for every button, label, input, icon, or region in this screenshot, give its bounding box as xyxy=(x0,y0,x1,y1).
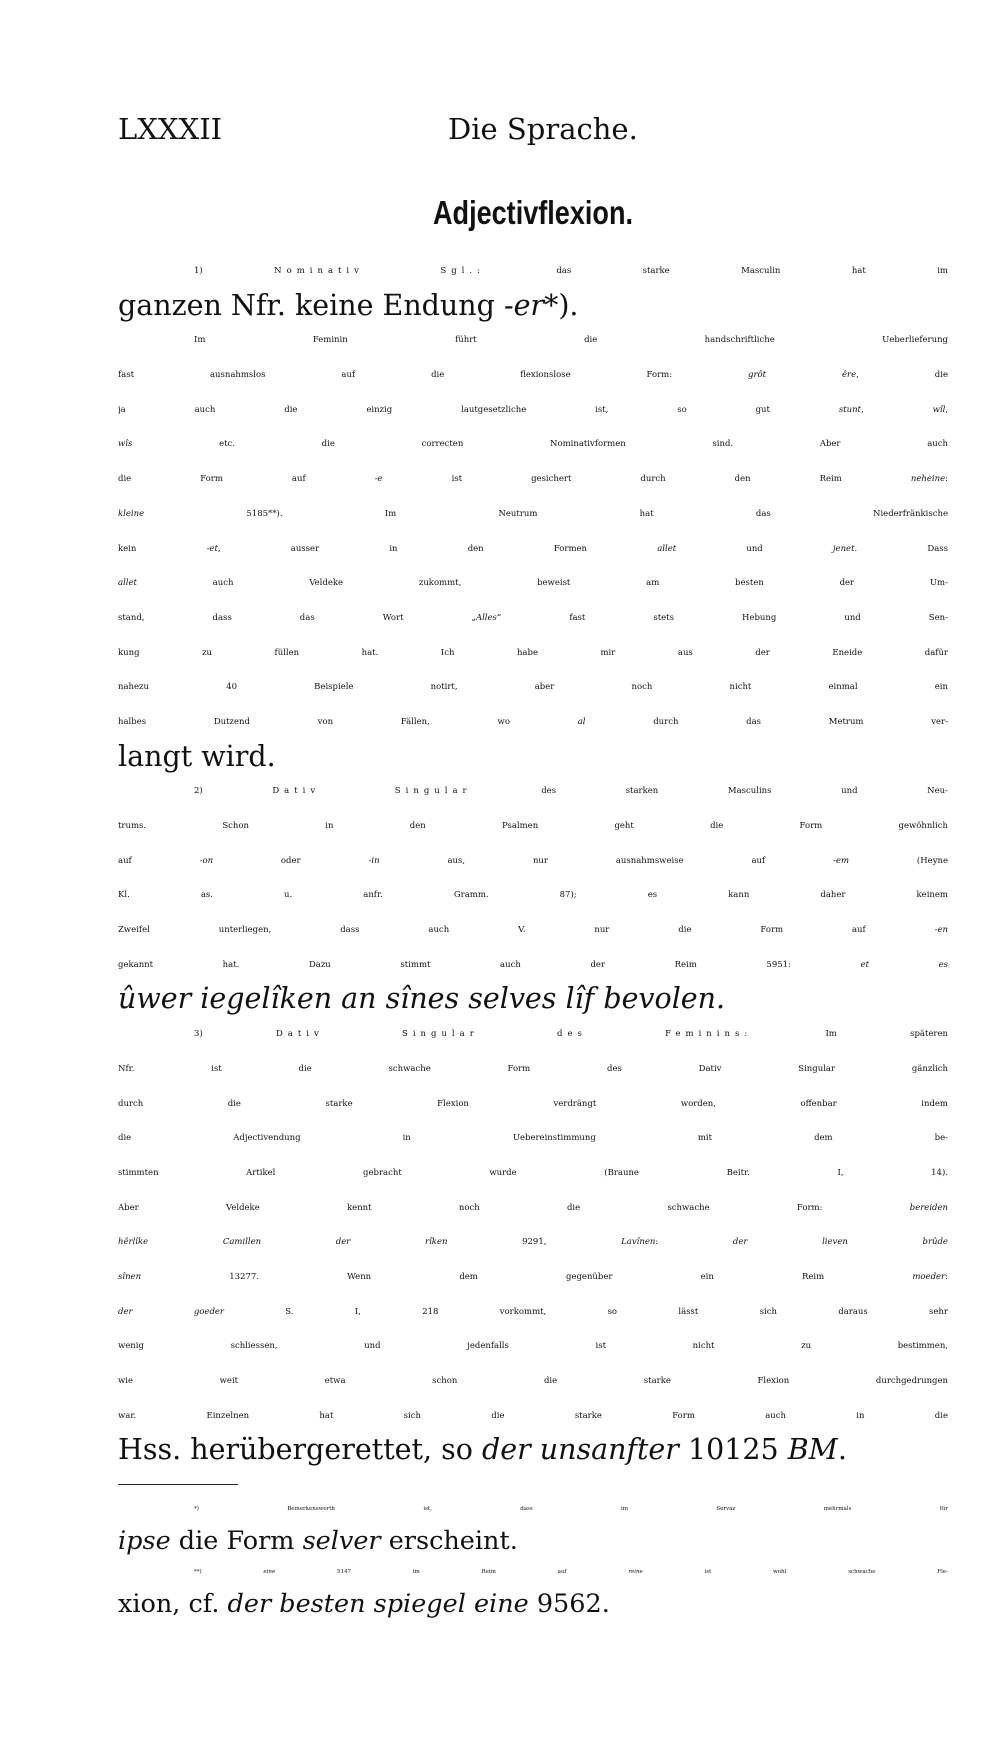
text-line: ganzen Nfr. keine Endung -er*). xyxy=(118,288,579,322)
text-line: 3) Dativ Singular des Feminins: Im späteren xyxy=(194,1029,948,1040)
running-header xyxy=(118,112,948,152)
text-line: wenig schliessen, und jedenfalls ist nicht zu bestimmen, xyxy=(118,1341,948,1352)
text-line: allet auch Veldeke zukommt, beweist am besten der Um- xyxy=(118,578,948,589)
text-line: Aber Veldeke kennt noch die schwache Form: bereiden xyxy=(118,1202,948,1213)
running-title: Die Sprache. xyxy=(448,112,638,146)
text-line: Nfr. ist die schwache Form des Dativ Singular gänzlich xyxy=(118,1063,948,1074)
text-line: langt wird. xyxy=(118,739,276,773)
text-line: gekannt hat. Dazu stimmt auch der Reim 5951: et es xyxy=(118,959,948,970)
text-line: hêrlîke Camillen der rîken 9291, Lavînen: der lieven brûde xyxy=(118,1237,948,1248)
text-line: durch die starke Flexion verdrängt worden, offenbar indem xyxy=(118,1098,948,1109)
text-line: die Form auf -e ist gesichert durch den Reim neheine: xyxy=(118,474,948,485)
text-line: Kl. as. u. anfr. Gramm. 87); es kann daher keinem xyxy=(118,890,948,901)
text-line: wîs etc. die correcten Nominativformen sind. Aber auch xyxy=(118,439,948,450)
body-text xyxy=(118,254,948,1468)
text-line: kein -et, ausser in den Formen allet und jenet. Dass xyxy=(118,543,948,554)
text-line: Im Feminin führt die handschriftliche Ueberlieferung xyxy=(194,335,948,346)
text-line: war. Einzelnen hat sich die starke Form auch in die xyxy=(118,1410,948,1421)
footnote-rule xyxy=(118,1484,238,1485)
text-line: 1) Nominativ Sgl.: das starke Masculin hat im xyxy=(194,266,948,276)
text-line: nahezu 40 Beispiele notirt, aber noch nicht einmal ein xyxy=(118,682,948,693)
text-line: kung zu füllen hat. Ich habe mir aus der Eneide dafür xyxy=(118,647,948,658)
section-title: Adjectivflexion. xyxy=(432,194,633,231)
text-line: auf -on oder -in aus, nur ausnahmsweise auf -em (Heyne xyxy=(118,855,948,866)
text-line: wie weit etwa schon die starke Flexion durchgedrungen xyxy=(118,1376,948,1386)
text-line: trums. Schon in den Psalmen geht die Form gewöhnlich xyxy=(118,821,948,831)
book-page xyxy=(118,0,948,1741)
footnotes xyxy=(118,1494,948,1620)
text-line: Zweifel unterliegen, dass auch V. nur die Form auf -en xyxy=(118,925,948,936)
text-line: stand, dass das Wort „Alles“ fast stets Hebung und Sen- xyxy=(118,612,948,623)
page-number: LXXXII xyxy=(118,112,223,146)
text-line: halbes Dutzend von Fällen, wo al durch das Metrum ver- xyxy=(118,716,948,727)
text-line: der goeder S. I, 218 vorkommt, so lässt sich daraus sehr xyxy=(118,1306,948,1317)
text-line: sînen 13277. Wenn dem gegenüber ein Reim moeder: xyxy=(118,1271,948,1282)
text-line: fast ausnahmslos auf die flexionslose Form: grôt êre, die xyxy=(118,370,948,381)
footnote-line: ipse die Form selver erscheint. xyxy=(118,1525,518,1556)
footnote-line: *) Bemerkenswerth ist, dass im Servaz mehrmals für xyxy=(194,1506,948,1512)
text-line: die Adjectivendung in Uebereinstimmung mit dem be- xyxy=(118,1133,948,1144)
text-line: ja auch die einzig lautgesetzliche ist, so gut stunt, wîl, xyxy=(118,404,948,415)
footnote-line: xion, cf. der besten spiegel eine 9562. xyxy=(118,1588,610,1619)
text-line: ûwer iegelîken an sînes selves lîf bevolen. xyxy=(118,982,726,1016)
text-line: stimmten Artikel gebracht wurde (Braune Beitr. I, 14). xyxy=(118,1167,948,1178)
text-line: Hss. herübergerettet, so der unsanfter 10125 BM. xyxy=(118,1433,847,1467)
footnote-line: **) eine 5147 im Reim auf reine ist wohl schwache Fle- xyxy=(194,1569,948,1575)
text-line: 2) Dativ Singular des starken Masculins und Neu- xyxy=(194,786,948,797)
text-line: kleine 5185**). Im Neutrum hat das Niederfränkische xyxy=(118,508,948,519)
